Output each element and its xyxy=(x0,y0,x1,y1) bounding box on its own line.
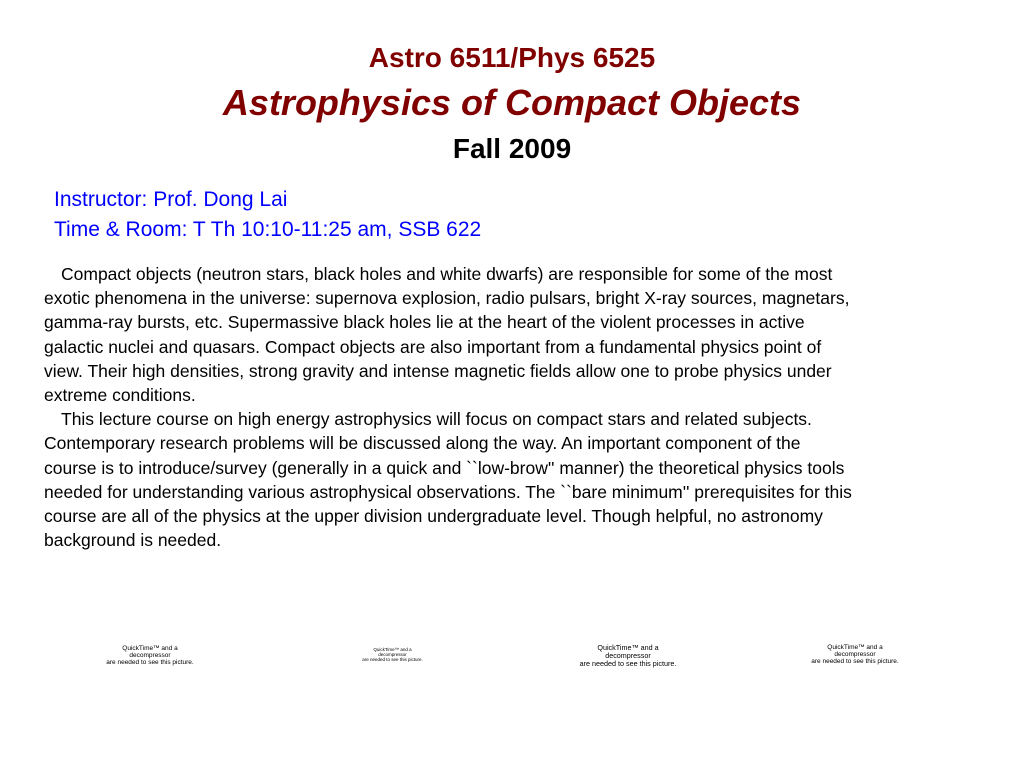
term-heading: Fall 2009 xyxy=(452,133,572,164)
paragraph-2 xyxy=(44,407,974,552)
placeholder-text: QuickTime™ and a xyxy=(122,645,178,652)
placeholder-text: QuickTime™ and a xyxy=(597,643,659,652)
quicktime-placeholder xyxy=(558,644,698,668)
quicktime-placeholder xyxy=(800,644,910,665)
course-title-heading: Astrophysics of Compact Objects xyxy=(222,82,802,123)
quicktime-placeholder xyxy=(355,648,430,663)
quicktime-placeholder xyxy=(95,645,205,666)
text-line: exotic phenomena in the universe: supernova explosion, radio pulsars, bright X-ray sources, magnetars, xyxy=(44,288,850,309)
placeholder-text: are needed to see this picture. xyxy=(811,658,899,666)
placeholder-text: QuickTime™ and a xyxy=(373,647,412,652)
placeholder-text: decompressor xyxy=(834,651,876,659)
instructor-line: Instructor: Prof. Dong Lai xyxy=(54,188,288,211)
text-line: Compact objects (neutron stars, black holes and white dwarfs) are responsible for some of the most xyxy=(61,264,833,284)
text-line: This lecture course on high energy astrophysics will focus on compact stars and related subjects. xyxy=(61,409,812,430)
text-line: Contemporary research problems will be discussed along the way. An important component of the xyxy=(44,433,801,454)
course-description xyxy=(44,262,974,552)
placeholder-text: QuickTime™ and a xyxy=(827,644,883,651)
text-line: needed for understanding various astrophysical observations. The ``bare minimum'' prerequisites for this xyxy=(44,481,852,502)
time-room-line: Time & Room: T Th 10:10-11:25 am, SSB 622 xyxy=(54,218,482,241)
placeholder-text: are needed to see this picture. xyxy=(106,659,194,667)
text-line: extreme conditions. xyxy=(44,385,196,406)
placeholder-text: are needed to see this picture. xyxy=(579,658,677,668)
placeholder-text: decompressor xyxy=(129,652,171,660)
text-line: gamma-ray bursts, etc. Supermassive black holes lie at the heart of the violent processes in active xyxy=(44,312,805,333)
placeholder-text: decompressor xyxy=(378,651,407,657)
course-code-heading: Astro 6511/Phys 6525 xyxy=(368,42,656,73)
text-line: background is needed. xyxy=(44,530,222,551)
paragraph-1 xyxy=(44,262,974,407)
text-line: course is to introduce/survey (generally in a quick and ``low-brow'' manner) the theoretical physics tools xyxy=(44,457,845,478)
placeholder-text: are needed to see this picture. xyxy=(362,656,423,662)
placeholder-text: decompressor xyxy=(605,650,651,660)
text-line: galactic nuclei and quasars. Compact objects are also important from a fundamental physics point of xyxy=(44,336,822,357)
text-line: course are all of the physics at the upper division undergraduate level. Though helpful, no astronomy xyxy=(44,506,823,527)
text-line: view. Their high densities, strong gravity and intense magnetic fields allow one to probe physics under xyxy=(44,360,832,381)
